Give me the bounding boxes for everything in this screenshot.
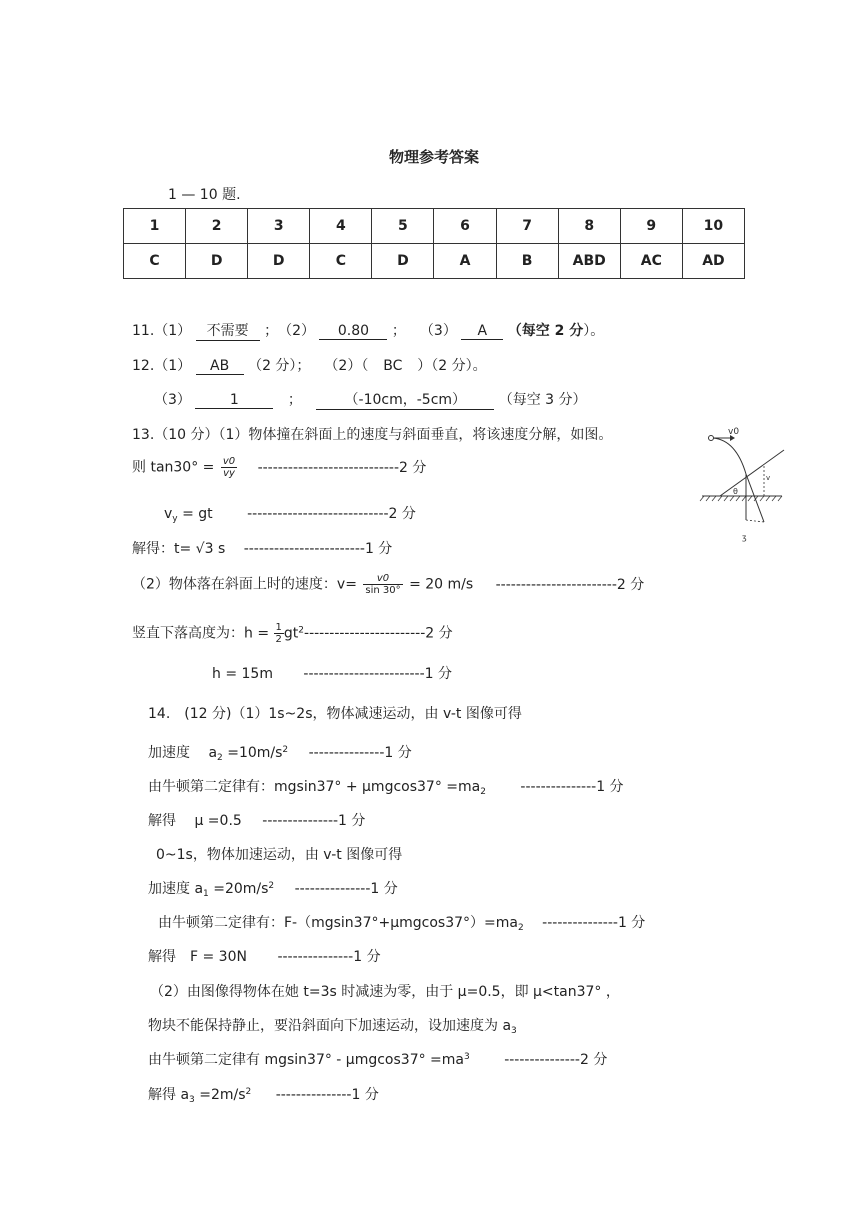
q14-line-1: 14. (12 分)（1）1s~2s，物体减速运动，由 v-t 图像可得 [148,706,522,722]
q14-line4-score: ---------------1 分 [262,813,366,829]
q14-line7-text: 由牛顿第二定律有：F-（mgsin37°+μmgcos37°）=ma [158,915,518,931]
answer-table [123,208,745,279]
q13-height-sup: 2 [298,625,305,636]
q11-score: （每空 2 分 [507,323,584,339]
launch-point [709,436,714,441]
table-cell: AC [620,244,682,279]
page-title: 物理参考答案 [388,148,479,166]
q12-answer-4: （-10cm，-5cm） [316,389,494,410]
table-cell: 2 [186,209,248,244]
table-row-numbers [124,209,745,244]
q11-line [132,320,604,341]
q14-accel1-value: =20m/s [208,881,269,897]
q14-line-5: 0~1s，物体加速运动，由 v-t 图像可得 [156,847,403,863]
q14-line10-sub: 3 [511,1026,517,1036]
table-cell: 3 [248,209,310,244]
q14-line-4 [148,810,365,830]
fraction-denominator: 2 [275,634,282,645]
fraction-denominator: sin 30° [365,585,401,596]
q14-line-8 [148,946,381,966]
velocity-vector [746,474,764,522]
q12-line-1 [132,355,487,375]
q13-fraction-1 [221,456,237,479]
q13-fraction-2 [363,573,402,596]
q14-accel3-value: =2m/s [194,1087,246,1103]
table-cell: D [248,244,310,279]
mc-header: 1 — 10 题. [168,187,241,203]
q13-line-6 [132,622,453,645]
q14-line6-score: ---------------1 分 [294,881,398,897]
q14-line3-text: 由牛顿第二定律有：mgsin37° + μmgcos37° =ma [148,779,481,795]
q12-line2-end: （每空 3 分） [498,392,587,408]
q13-line2-score: ----------------------------2 分 [257,459,427,476]
q13-height-expr: 竖直下落高度为：h = [132,625,270,642]
table-cell: 1 [124,209,186,244]
q14-line3-sub: 2 [480,787,486,797]
table-cell: 8 [558,209,620,244]
ground-hatch [700,496,782,501]
q13-height-gt: gt [283,625,299,642]
q13-vy-post: = gt [177,506,213,522]
q14-accel3-sup: 2 [245,1087,252,1097]
q14-line-12 [148,1084,379,1105]
q11-sep-1: ； （2） [264,323,315,339]
q13-vy-sub: y [172,514,178,524]
q14-line3-score: ---------------1 分 [520,779,624,795]
q11-answer-3: A [461,323,503,340]
v0-component [746,520,764,522]
q13-line-3 [164,503,416,524]
q14-accel1-sub: 1 [203,889,209,899]
q13-line7-text: h = 15m [212,666,273,682]
table-cell: 10 [682,209,744,244]
q13-line7-score: ------------------------1 分 [303,666,453,682]
q14-line-3 [148,776,624,797]
table-cell: A [434,244,496,279]
theta-label: θ [733,487,738,496]
q12-answer-1: AB [196,358,244,375]
q14-line-10 [148,1015,517,1036]
table-cell: ABD [558,244,620,279]
table-cell: 9 [620,209,682,244]
q11-prefix: 11.（1） [132,323,192,339]
q14-line10-text: 物块不能保持静止，要沿斜面向下加速运动，设加速度为 a [148,1018,512,1034]
fraction-numerator: v0 [363,573,402,585]
q12-answer-2: BC [383,358,403,374]
incline-diagram [696,424,786,548]
table-cell: B [496,244,558,279]
q14-line4-text: 解得 μ =0.5 [148,813,242,829]
q13-fraction-3 [274,622,284,645]
v0-label: v0 [728,427,740,437]
table-cell: C [124,244,186,279]
q13-line-7 [212,663,452,683]
q12-line-2 [154,389,587,410]
q13-line-1: 13.（10 分）（1）物体撞在斜面上的速度与斜面垂直，将该速度分解，如图。 [132,427,613,443]
table-cell: 5 [372,209,434,244]
q14-accel1-label: 加速度 a [148,881,204,897]
q11-sep-2: ； （3） [391,323,457,339]
q14-line7-score: ---------------1 分 [542,915,646,931]
q13-velocity-expr: （2）物体落在斜面上时的速度：v= [132,576,357,593]
q12-line2-prefix: （3） [154,392,191,408]
q14-accel-value: =10m/s [222,745,283,761]
q14-line-2 [148,742,412,763]
table-cell: D [186,244,248,279]
q14-accel-sub: 2 [217,753,223,763]
q13-line-5 [132,573,644,596]
q14-accel3-label: 解得 a [148,1087,190,1103]
q13-tan-expr: 则 tan30° = [132,459,215,476]
q14-line11-score: ---------------2 分 [504,1052,608,1068]
q14-line11-sup: 3 [464,1052,470,1062]
q13-line4-score: ------------------------1 分 [243,541,393,557]
q13-line3-score: ----------------------------2 分 [247,506,416,522]
q12-line2-sep: ； [287,392,302,408]
q13-line5-score: ------------------------2 分 [495,576,645,593]
q11-answer-1: 不需要 [196,320,260,341]
q14-accel3-sub: 3 [189,1095,195,1105]
q14-line-7 [158,912,645,933]
q13-line4-text: 解得：t= √3 s [132,541,226,557]
q11-answer-2: 0.80 [319,323,387,340]
q14-line8-score: ---------------1 分 [277,949,381,965]
q14-line-11 [148,1049,607,1069]
v-label: ʒ [742,533,747,542]
q12-prefix: 12.（1） [132,358,192,374]
fraction-numerator: v0 [222,456,236,467]
q14-line2-score: ---------------1 分 [308,745,412,761]
vy-label: v [766,474,771,482]
table-cell: 4 [310,209,372,244]
q14-line12-score: ---------------1 分 [275,1087,379,1103]
table-row-answers [124,244,745,279]
q13-velocity-result: = 20 m/s [409,576,474,593]
q14-line8-text: 解得 F = 30N [148,949,247,965]
fraction-denominator: vy [223,468,235,479]
q13-vy-v: v [164,506,173,522]
q12-mid-2: ）（2 分）。 [417,358,487,374]
table-cell: 7 [496,209,558,244]
table-cell: 6 [434,209,496,244]
q14-line-9: （2）由图像得物体在她 t=3s 时减速为零，由于 μ=0.5，即 μ<tan37° ， [150,984,620,1000]
table-cell: C [310,244,372,279]
q11-end: ）。 [583,323,605,339]
fraction-numerator: 1 [275,622,282,633]
q12-mid-1: （2 分）； （2）（ [248,358,369,374]
trajectory-curve [713,438,746,474]
q14-accel-label: 加速度 a [148,745,218,761]
q13-line-4 [132,538,392,558]
q13-line6-score: ------------------------2 分 [304,625,453,642]
q14-accel1-sup: 2 [268,881,275,891]
table-cell: D [372,244,434,279]
q14-line-6 [148,878,398,899]
q13-line-2 [132,456,426,479]
q12-answer-3: 1 [195,392,273,409]
q14-line7-sub: 2 [517,923,524,933]
q14-accel-sup: 2 [282,745,289,755]
q14-line11-text: 由牛顿第二定律有 mgsin37° - μmgcos37° =ma [148,1052,464,1068]
table-cell: AD [682,244,744,279]
